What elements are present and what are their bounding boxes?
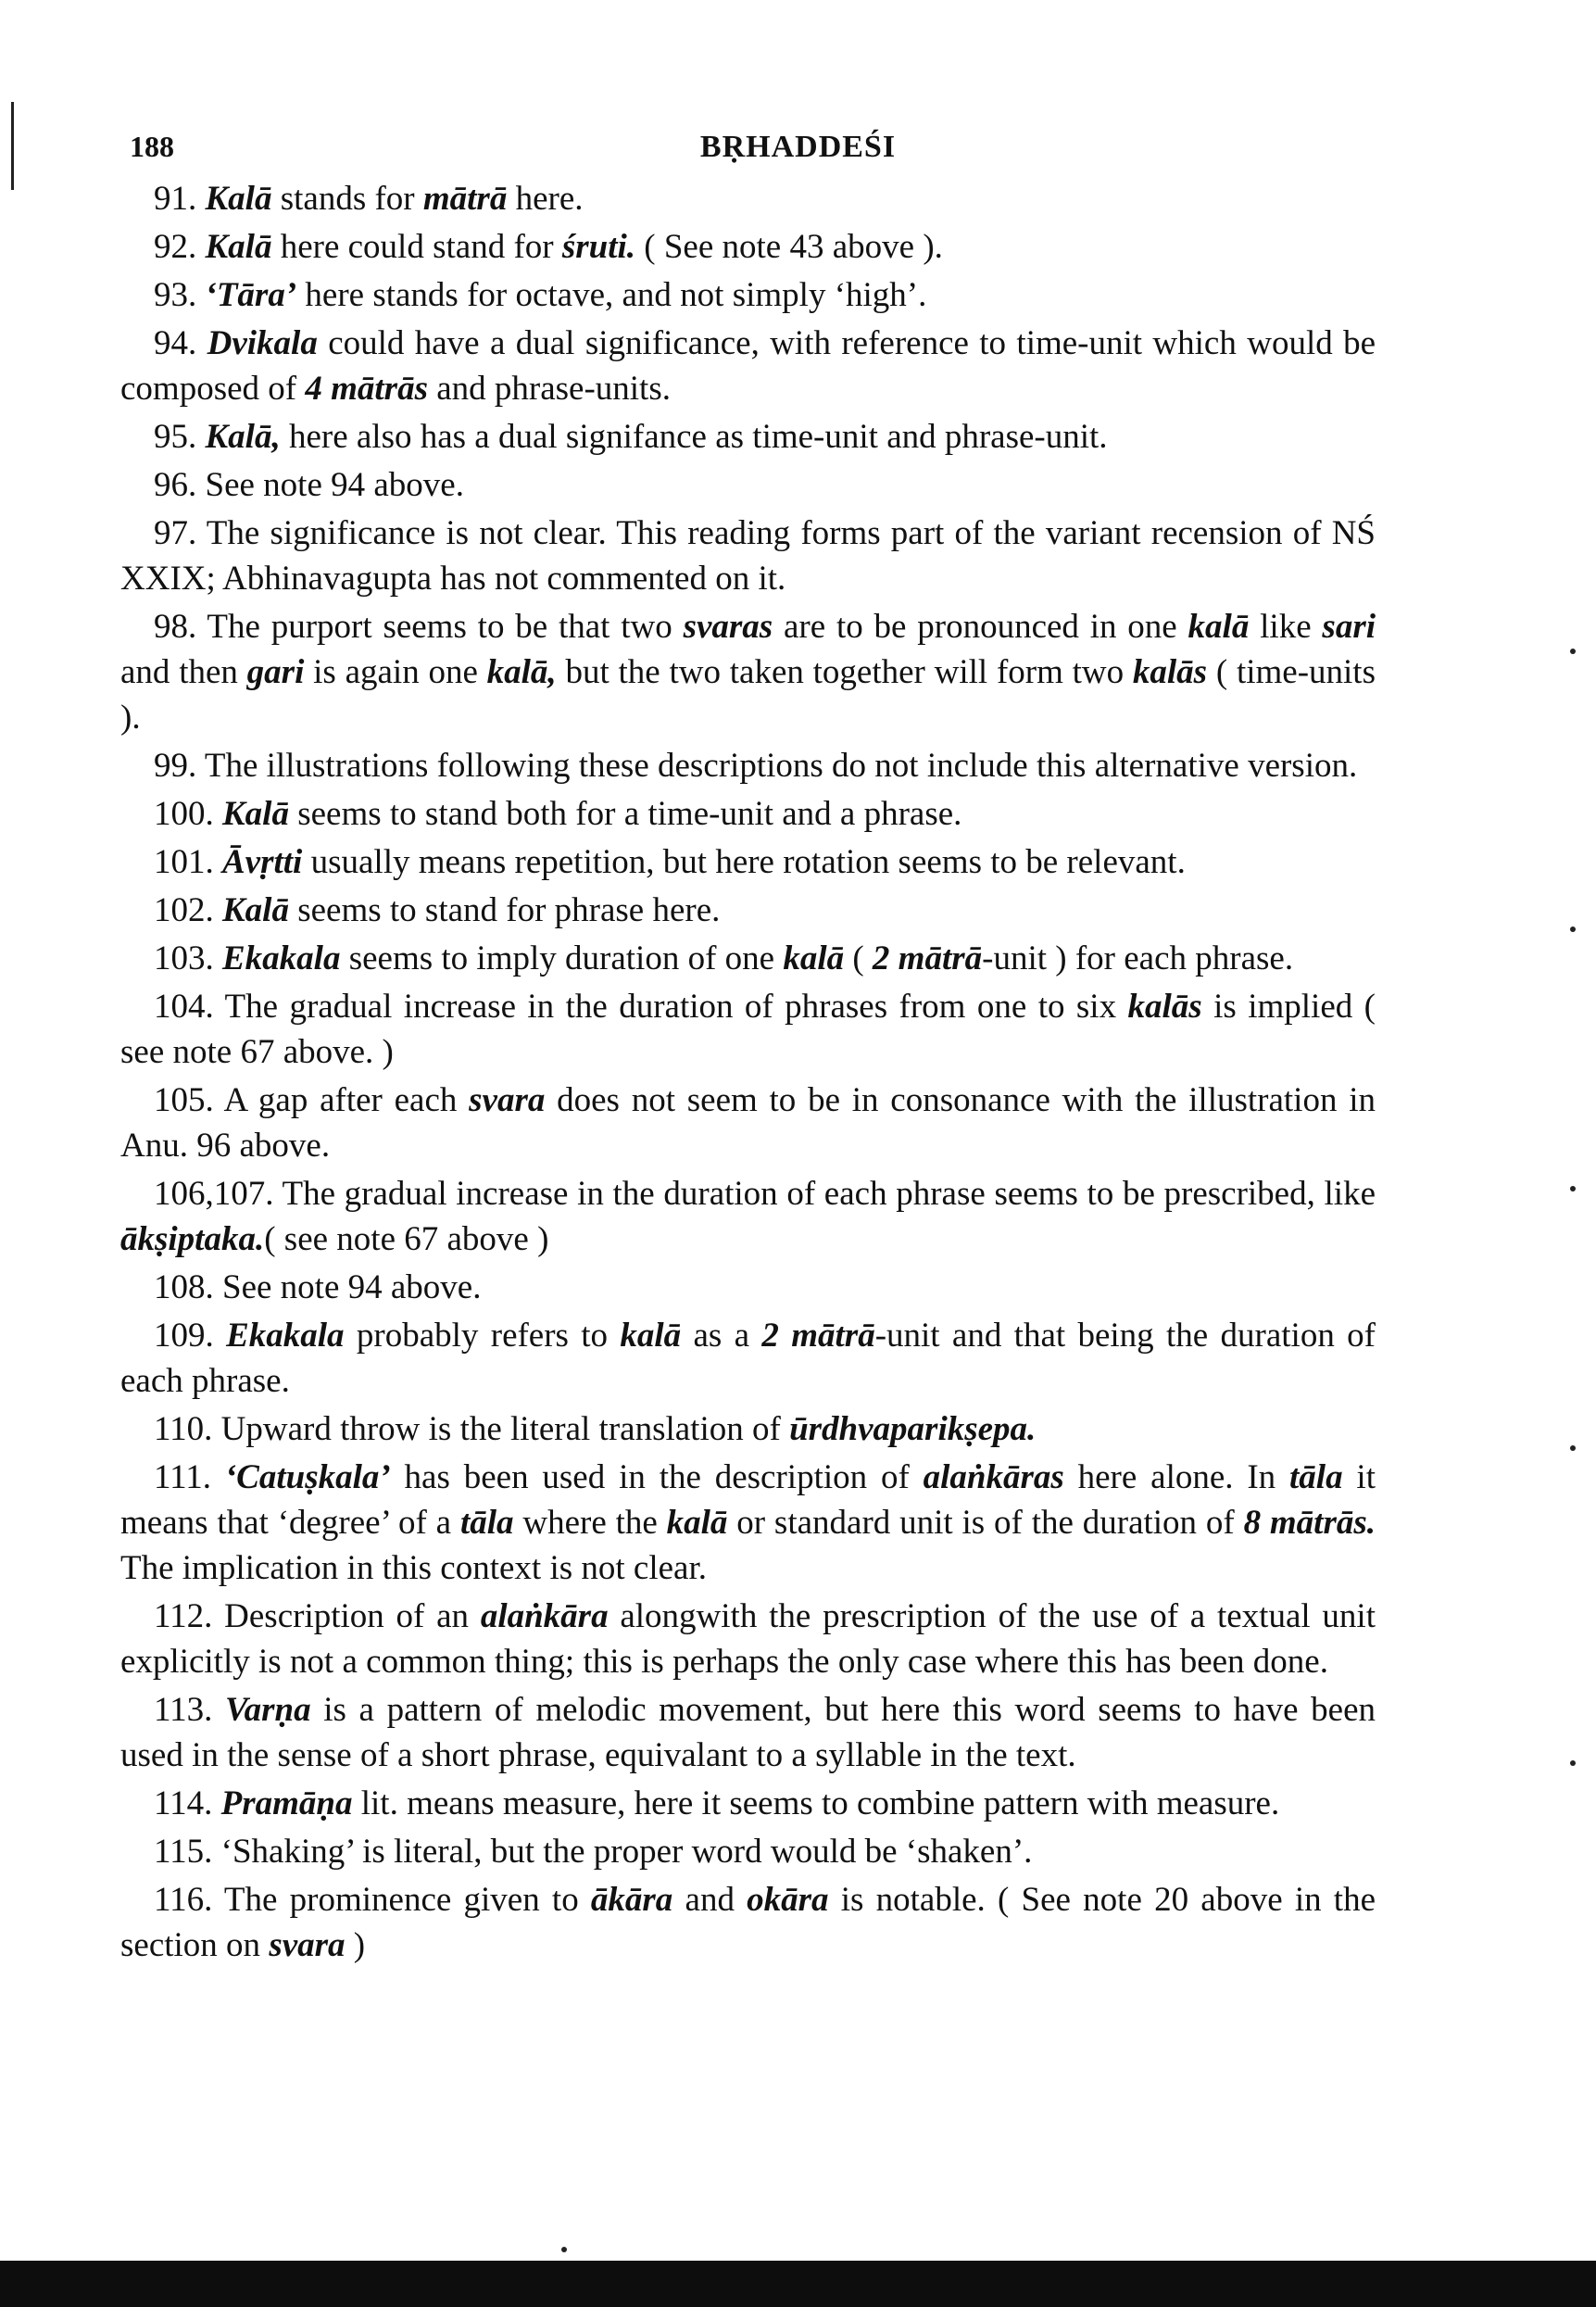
endnote-text: See note 94 above. [205,466,464,504]
endnote [120,321,1376,411]
endnote-number: 104. [154,988,225,1026]
endnote-text: Pramāṇa lit. means measure, here it seems to combine pattern with measure. [220,1784,1280,1822]
endnote-text: The significance is not clear. This reading forms part of the variant recension of NŚ XXIX; Abhinavagupta has not commented on it. [120,514,1376,598]
endnote-text: Description of an alaṅkāra alongwith the prescription of the use of a textual unit explicitly is not a common thing; this is perhaps the only case where this has been done. [120,1597,1376,1681]
endnote-number: 110. [154,1410,221,1448]
endnote [120,1594,1376,1684]
endnote [120,1265,1376,1310]
endnote-number: 102. [154,891,222,929]
endnote-text: The gradual increase in the duration of each phrase seems to be prescribed, like ākṣiptaka.( see note 67 above ) [120,1175,1376,1258]
endnote-text: ‘Tāra’ here stands for octave, and not simply ‘high’. [205,276,927,314]
endnote [120,462,1376,508]
scan-speck [1570,649,1576,654]
endnote-text: Āvṛtti usually means repetition, but here rotation seems to be relevant. [222,843,1186,881]
endnote-text: Kalā, here also has a dual signifance as time-unit and phrase-unit. [205,418,1108,456]
endnote-text: Ekakala probably refers to kalā as a 2 mātrā-unit and that being the duration of each phrase. [120,1317,1376,1400]
endnote-number: 112. [154,1597,225,1635]
endnote-number: 93. [154,276,206,314]
endnote [120,176,1376,221]
endnote-number: 116. [154,1881,224,1919]
endnote [120,984,1376,1075]
endnote [120,1455,1376,1591]
endnote-text: Kalā stands for mātrā here. [205,180,584,218]
endnote-text: See note 94 above. [222,1268,482,1306]
endnote [120,743,1376,788]
scan-speck [1570,927,1576,932]
endnote-number: 100. [154,795,222,833]
endnote-number: 108. [154,1268,222,1306]
endnote [120,1406,1376,1452]
endnote [120,1171,1376,1262]
endnote [120,1313,1376,1404]
endnote-number: 91. [154,180,206,218]
endnote-number: 113. [154,1691,226,1729]
endnote-number: 97. [154,514,207,552]
endnote-text: Varṇa is a pattern of melodic movement, but here this word seems to have been used in the sense of a short phrase, equivalant to a syllable in the text. [120,1691,1376,1774]
endnote-text: The prominence given to ākāra and okāra is notable. ( See note 20 above in the section on svara ) [120,1881,1376,1964]
endnote [120,839,1376,885]
endnote [120,224,1376,270]
endnote [120,414,1376,460]
endnote-number: 103. [154,939,222,977]
endnote-number: 101. [154,843,222,881]
endnote-text: Dvikala could have a dual significance, with reference to time-unit which would be composed of 4 mātrās and phrase-units. [120,324,1376,408]
endnote-number: 114. [154,1784,221,1822]
endnote [120,1078,1376,1168]
endnote-number: 105. [154,1081,224,1119]
endnote-text: Kalā seems to stand for phrase here. [222,891,721,929]
scan-speck [1570,1186,1576,1191]
endnote-text: ‘Shaking’ is literal, but the proper word would be ‘shaken’. [220,1833,1033,1871]
scan-speck [1570,1445,1576,1451]
endnote [120,1687,1376,1778]
endnote-number: 98. [154,608,207,646]
endnote [120,604,1376,740]
scan-speck [561,2247,567,2252]
scan-speck [1570,1760,1576,1766]
scan-bottom-border [0,2261,1596,2307]
endnote [120,1829,1376,1874]
endnote-number: 106,107. [154,1175,283,1213]
endnote-number: 95. [154,418,206,456]
endnote [120,1781,1376,1826]
endnote-number: 109. [154,1317,227,1355]
endnote-number: 99. [154,747,205,785]
endnote [120,1877,1376,1968]
running-title: BṚHADDEŚI [699,130,897,164]
endnote [120,791,1376,837]
endnote-text: ‘Catuṣkala’ has been used in the description of alaṅkāras here alone. In tāla it means that ‘degree’ of a tāla where the kalā or standard unit is of the duration of 8 mātrās. The implication in this context is not clear. [120,1458,1376,1587]
endnote-text: The purport seems to be that two svaras are to be pronounced in one kalā like sari and then gari is again one kalā, but the two taken together will form two kalās ( time-units ). [120,608,1376,737]
endnote-number: 94. [154,324,207,362]
endnote-text: Ekakala seems to imply duration of one kalā ( 2 mātrā-unit ) for each phrase. [222,939,1294,977]
endnote [120,888,1376,933]
endnote [120,511,1376,601]
endnote-number: 111. [154,1458,225,1496]
endnote-text: The illustrations following these descriptions do not include this alternative version. [204,747,1358,785]
endnote-text: Upward throw is the literal translation of ūrdhvaparikṣepa. [220,1410,1037,1448]
endnote [120,272,1376,318]
endnote-number: 96. [154,466,206,504]
endnote-number: 92. [154,228,206,266]
endnote-text: Kalā here could stand for śruti. ( See note 43 above ). [205,228,943,266]
endnote-text: A gap after each svara does not seem to be in consonance with the illustration in Anu. 96 above. [120,1081,1376,1165]
endnote-text: Kalā seems to stand both for a time-unit and a phrase. [222,795,962,833]
endnote [120,936,1376,981]
page-number: 188 [130,130,174,163]
endnote-text: The gradual increase in the duration of phrases from one to six kalās is implied ( see note 67 above. ) [120,988,1376,1071]
endnote-number: 115. [154,1833,221,1871]
endnotes-list [120,176,1376,1971]
